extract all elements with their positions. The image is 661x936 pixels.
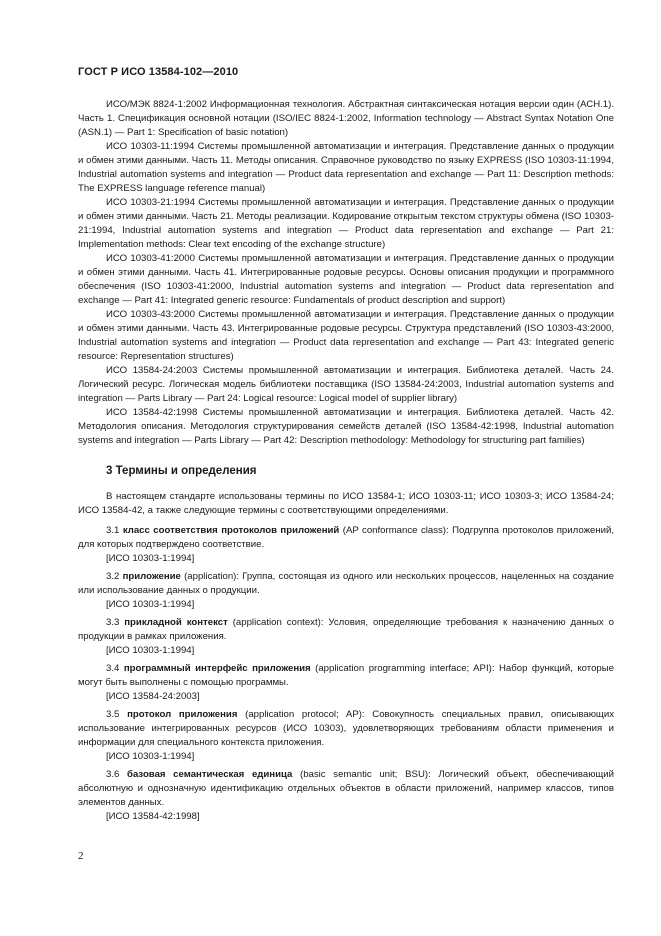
term-reference: [ИСО 10303-1:1994]: [106, 645, 195, 656]
term-definition: [78, 708, 614, 750]
term-name: приложение: [122, 571, 181, 582]
term-name: класс соответствия протоколов приложений: [122, 525, 340, 536]
term-entry: [78, 570, 614, 612]
term-name: базовая семантическая единица: [127, 769, 293, 780]
term-reference: [ИСО 13584-24:2003]: [106, 691, 200, 702]
page-content: [78, 98, 614, 828]
term-definition: [78, 570, 614, 598]
term-text: (application context): Условия, определяющие требования к назначению данных о продукции в рамках приложения.: [78, 617, 614, 642]
term-text: (application programming interface; API): Набор функций, которые могут быть выполнены с помощью программы.: [78, 663, 614, 688]
term-reference: [ИСО 10303-1:1994]: [106, 751, 195, 762]
term-name: протокол приложения: [127, 709, 238, 720]
section-title: 3 Термины и определения: [106, 465, 257, 477]
term-reference: [ИСО 10303-1:1994]: [106, 599, 195, 610]
page-number: 2: [78, 850, 84, 862]
document-header: ГОСТ Р ИСО 13584-102—2010: [78, 66, 239, 78]
reference-paragraph: ИСО 10303-43:2000 Системы промышленной автоматизации и интеграция. Представление данных о продукции и обмен этими данными. Часть 43. Интегрированные родовые ресурсы. Структура представлений (ISO 10303-43:2000, Industrial automation systems and integration — Product data representation and exchange — Part 43: Integrated generic resource: Representation structures): [78, 309, 614, 362]
term-definition: [78, 524, 614, 552]
term-text: (application): Группа, состоящая из одного или нескольких процессов, нацеленных на создание или использование данных о продукции.: [78, 571, 614, 596]
term-entry: [78, 768, 614, 824]
reference-paragraph: ИСО 10303-21:1994 Системы промышленной автоматизации и интеграция. Представление данных о продукции и обмен этими данными. Часть 21. Методы реализации. Кодирование открытым текстом структуры обмена (ISO 10303-21:1994, Industrial automation systems and integration — Product data representation and exchange — Part 21: Implementation methods: Clear text encoding of the exchange structure): [78, 197, 614, 250]
term-entry: [78, 662, 614, 704]
reference-paragraph: ИСО/МЭК 8824-1:2002 Информационная технология. Абстрактная синтаксическая нотация версии один (АСН.1). Часть 1. Спецификация основной нотации (ISO/IEC 8824-1:2002, Information technology — Abstract Syntax Notation One (ASN.1) — Part 1: Specification of basic notation): [78, 99, 614, 138]
term-number: 3.3: [106, 617, 120, 628]
term-number: 3.6: [106, 769, 120, 780]
term-text: (basic semantic unit; BSU): Логический объект, обеспечивающий абсолютную и однозначную идентификацию отдельных объектов в области приложений, например классов, типов элементов данных.: [78, 769, 615, 808]
reference-paragraph: ИСО 10303-41:2000 Системы промышленной автоматизации и интеграция. Представление данных о продукции и обмен этими данными. Часть 41. Интегрированные родовые ресурсы. Основы описания продукции и программного обеспечения (ISO 10303-41:2000, Industrial automation systems and integration — Product data representation and exchange — Part 41: Integrated generic resource: Fundamentals of product description and support): [78, 253, 614, 306]
term-text: (application protocol; AP): Совокупность специальных правил, описывающих использование интегрированных ресурсов (ИСО 10303), удовлетворяющих требованиям области применения и информации для специального контекста приложения.: [78, 709, 614, 748]
term-number: 3.5: [106, 709, 120, 720]
term-definition: [78, 768, 614, 810]
term-entry: [78, 616, 614, 658]
term-name: программный интерфейс приложения: [123, 663, 311, 674]
term-number: 3.4: [106, 663, 120, 674]
term-definition: [78, 616, 614, 644]
term-entry: [78, 708, 614, 764]
section-intro: В настоящем стандарте использованы термины по ИСО 13584-1; ИСО 10303-11; ИСО 10303-3; ИСО 13584-24; ИСО 13584-42, а также следующие термины с соответствующими определениями.: [78, 491, 614, 516]
reference-paragraph: ИСО 13584-42:1998 Системы промышленной автоматизации и интеграция. Библиотека деталей. Часть 42. Методология описания. Методология структурирования семейств деталей (ISO 13584-42:1998, Industrial automation systems and integration — Parts Library — Part 42: Description methodology: Methodology for structuring part families): [78, 407, 614, 446]
term-text: (AP conformance class): Подгруппа протоколов приложений, для которых подтверждено соответствие.: [78, 525, 615, 550]
term-entry: [78, 524, 614, 566]
term-number: 3.2: [106, 571, 120, 582]
term-reference: [ИСО 10303-1:1994]: [106, 553, 195, 564]
term-number: 3.1: [106, 525, 120, 536]
reference-paragraph: ИСО 10303-11:1994 Системы промышленной автоматизации и интеграция. Представление данных о продукции и обмен этими данными. Часть 11. Методы описания. Справочное руководство по языку EXPRESS (ISO 10303-11:1994, Industrial automation systems and integration — Product data representation and exchange — Part 11: Description methods: The EXPRESS language reference manual): [78, 141, 614, 194]
reference-paragraph: ИСО 13584-24:2003 Системы промышленной автоматизации и интеграция. Библиотека деталей. Часть 24. Логический ресурс. Логическая модель библиотеки поставщика (ISO 13584-24:2003, Industrial automation systems and integration — Parts Library — Part 24: Logical resource: Logical model of supplier library): [78, 365, 614, 404]
term-definition: [78, 662, 614, 690]
term-name: прикладной контекст: [124, 617, 228, 628]
term-reference: [ИСО 13584-42:1998]: [106, 811, 200, 822]
